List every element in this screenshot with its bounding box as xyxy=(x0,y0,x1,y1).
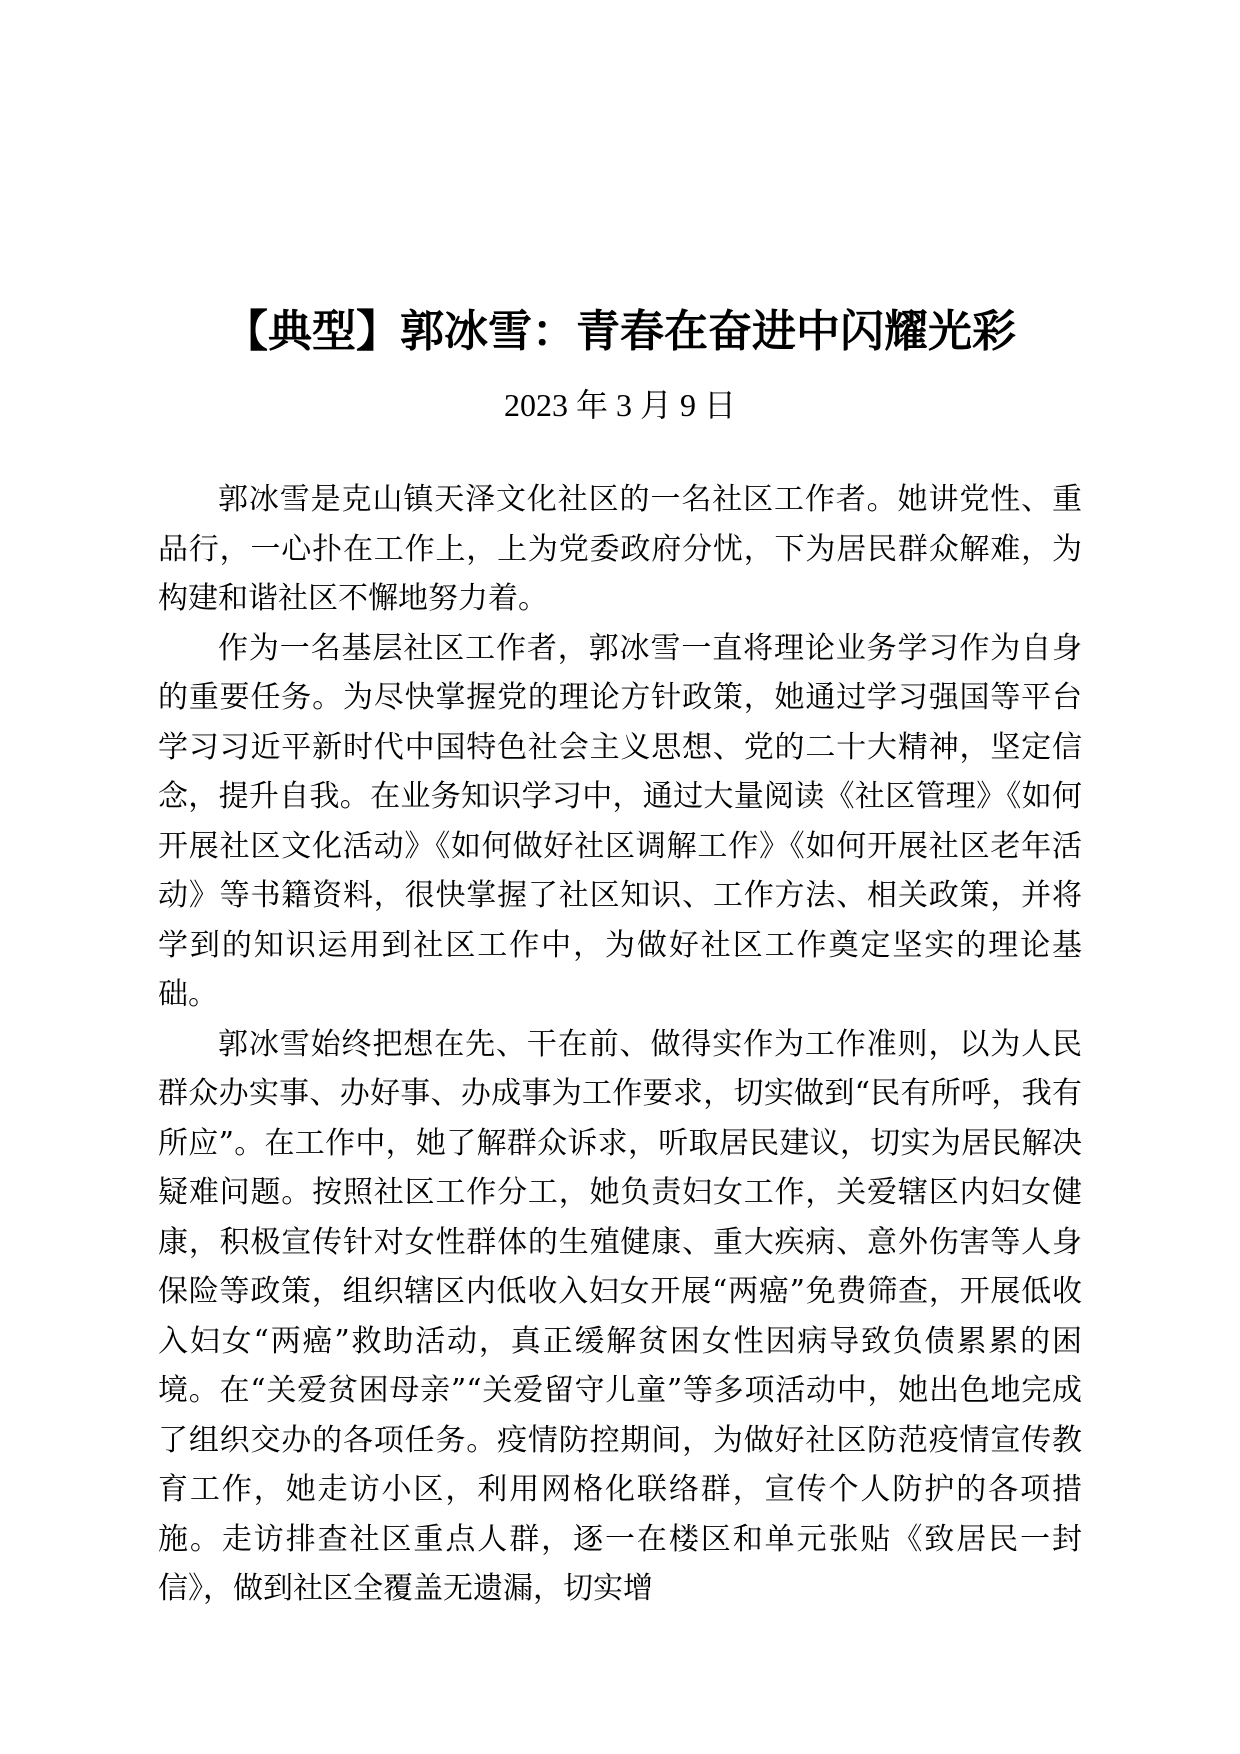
document-title: 【典型】郭冰雪：青春在奋进中闪耀光彩 xyxy=(224,306,1016,357)
document-body xyxy=(158,475,1082,1614)
paragraph: 作为一名基层社区工作者，郭冰雪一直将理论业务学习作为自身的重要任务。为尽快掌握党的理论方针政策，她通过学习强国等平台学习习近平新时代中国特色社会主义思想、党的二十大精神，坚定信念，提升自我。在业务知识学习中，通过大量阅读《社区管理》《如何开展社区文化活动》《如何做好社区调解工作》《如何开展社区老年活动》等书籍资料，很快掌握了社区知识、工作方法、相关政策，并将学到的知识运用到社区工作中，为做好社区工作奠定坚实的理论基础。 xyxy=(158,630,1082,1012)
paragraph: 郭冰雪是克山镇天泽文化社区的一名社区工作者。她讲党性、重品行，一心扑在工作上，上为党委政府分忧，下为居民群众解难，为构建和谐社区不懈地努力着。 xyxy=(158,482,1082,616)
document-date: 2023 年 3 月 9 日 xyxy=(503,387,736,423)
paragraph: 郭冰雪始终把想在先、干在前、做得实作为工作准则，以为人民群众办实事、办好事、办成事为工作要求，切实做到“民有所呼，我有所应”。在工作中，她了解群众诉求，听取居民建议，切实为居民解决疑难问题。按照社区工作分工，她负责妇女工作，关爱辖区内妇女健康，积极宣传针对女性群体的生殖健康、重大疾病、意外伤害等人身保险等政策，组织辖区内低收入妇女开展“两癌”免费筛查，开展低收入妇女“两癌”救助活动，真正缓解贫困女性因病导致负债累累的困境。在“关爱贫困母亲”“关爱留守儿童”等多项活动中，她出色地完成了组织交办的各项任务。疫情防控期间，为做好社区防范疫情宣传教育工作，她走访小区，利用网格化联络群，宣传个人防护的各项措施。走访排查社区重点人群，逐一在楼区和单元张贴《致居民一封信》，做到社区全覆盖无遗漏，切实增 xyxy=(158,1026,1082,1606)
